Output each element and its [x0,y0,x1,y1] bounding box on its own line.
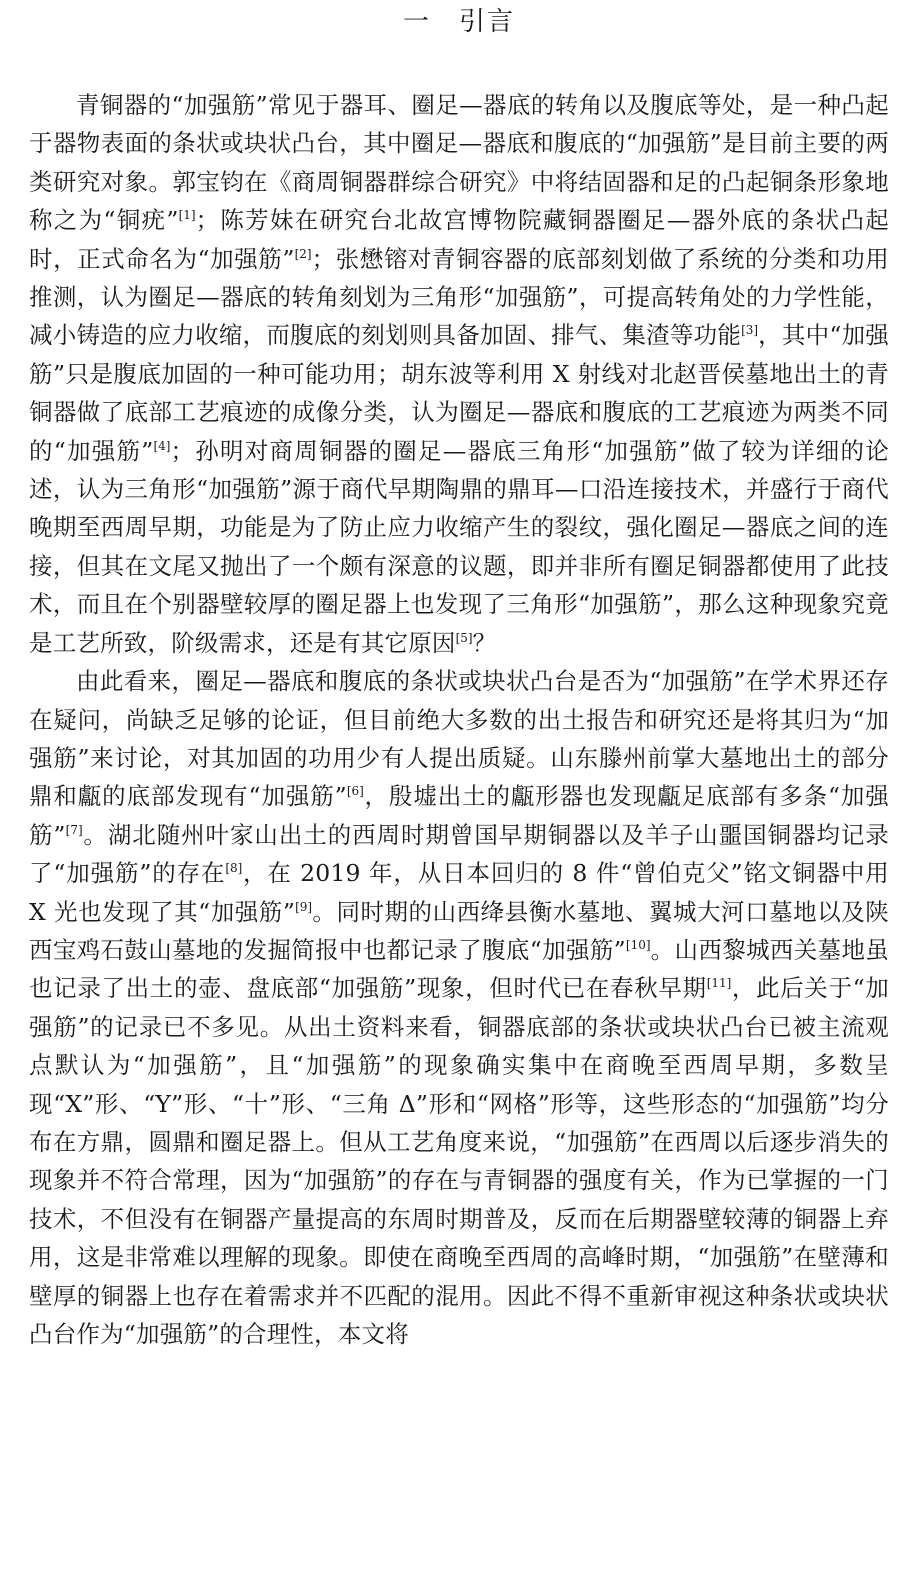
text-run: 。同时期的山西绛县衡水墓地、翼城大河口墓地以及陕西宝鸡石鼓山墓地的发掘简报中也都记录了腹底“加强筋” [29,897,889,964]
citation-marker[interactable]: [7] [65,822,83,837]
paragraph [29,662,889,1353]
text-run: ；张懋镕对青铜容器的底部刻划做了系统的分类和功用推测，认为圈足—器底的转角刻划为三角形“加强筋”，可提高转角处的力学性能，减小铸造的应力收缩，而腹底的刻划则具备加固、排气、集渣等功能 [29,244,889,350]
citation-marker[interactable]: [8] [225,861,243,876]
text-run: 青铜器的“加强筋”常见于器耳、圈足—器底的转角以及腹底等处，是一种凸起于器物表面的条状或块状凸台，其中圈足—器底和腹底的“加强筋”是目前主要的两类研究对象。郭宝钧在《商周铜器群综合研究》中将结固器和足的凸起铜条形象地称之为“铜疣” [29,91,889,235]
citation-marker[interactable]: [4] [153,438,171,453]
text-run: 。山西黎城西关墓地虽也记录了出土的壶、盘底部“加强筋”现象，但时代已在春秋早期 [29,935,889,1003]
body-text [29,86,889,1353]
citation-marker[interactable]: [5] [455,630,473,645]
text-run: ，在 2019 年，从日本回归的 8 件“曾伯克父”铭文铜器中用 X 光也发现了其“加强筋” [29,859,889,926]
text-run: ，其中“加强筋”只是腹底加固的一种可能功用；胡东波等利用 X 射线对北赵晋侯墓地出土的青铜器做了底部工艺痕迹的成像分类，认为圈足—器底和腹底的工艺痕迹为两类不同的“加强筋” [29,321,890,465]
citation-marker[interactable]: [10] [625,937,651,952]
paragraph [29,86,889,662]
citation-marker[interactable]: [3] [741,323,759,338]
text-run: 。湖北随州叶家山出土的西周时期曾国早期铜器以及羊子山噩国铜器均记录了“加强筋”的存在 [29,820,889,888]
section-heading [29,0,889,44]
text-run: 由此看来，圈足—器底和腹底的条状或块状凸台是否为“加强筋”在学术界还存在疑问，尚缺乏足够的论证，但目前绝大多数的出土报告和研究还是将其归为“加强筋”来讨论，对其加固的功用少有人提出质疑。山东滕州前掌大墓地出土的部分鼎和甗的底部发现有“加强筋” [29,667,889,811]
citation-marker[interactable]: [9] [295,899,313,914]
text-run: ，殷墟出土的甗形器也发现甗足底部有多条“加强筋” [29,782,889,849]
citation-marker[interactable]: [1] [178,208,196,223]
citation-marker[interactable]: [6] [346,784,364,799]
text-run: ；陈芳妹在研究台北故宫博物院藏铜器圈足—器外底的条状凸起时，正式命名为“加强筋” [29,206,889,273]
page [29,0,889,1353]
section-number: 一 [402,7,431,37]
text-run: ？ [472,628,497,657]
citation-marker[interactable]: [2] [294,246,312,261]
section-title: 引言 [459,7,516,37]
citation-marker[interactable]: [11] [706,976,732,991]
text-run: ，此后关于“加强筋”的记录已不多见。从出土资料来看，铜器底部的条状或块状凸台已被主流观点默认为“加强筋”，且“加强筋”的现象确实集中在商晚至西周早期，多数呈现“X”形、“Y”形、“十”形、“三角 Δ”形和“网格”形等，这些形态的“加强筋”均分布在方鼎，圆鼎和圈足器上。但从工艺角度来说，“加强筋”在西周以后逐步消失的现象并不符合常理，因为“加强筋”的存在与青铜器的强度有关，作为已掌握的一门技术，不但没有在铜器产量提高的东周时期普及，反而在后期器壁较薄的铜器上弃用，这是非常难以理解的现象。即使在商晚至西周的高峰时期，“加强筋”在壁薄和壁厚的铜器上也存在着需求并不匹配的混用。因此不得不重新审视这种条状或块状凸台作为“加强筋”的合理性，本文将 [29,974,890,1348]
text-run: ；孙明对商周铜器的圈足—器底三角形“加强筋”做了较为详细的论述，认为三角形“加强筋”源于商代早期陶鼎的鼎耳—口沿连接技术，并盛行于商代晚期至西周早期，功能是为了防止应力收缩产生的裂纹，强化圈足—器底之间的连接，但其在文尾又抛出了一个颇有深意的议题，即并非所有圈足铜器都使用了此技术，而且在个别器壁较厚的圈足器上也发现了三角形“加强筋”，那么这种现象究竟是工艺所致，阶级需求，还是有其它原因 [29,436,889,657]
